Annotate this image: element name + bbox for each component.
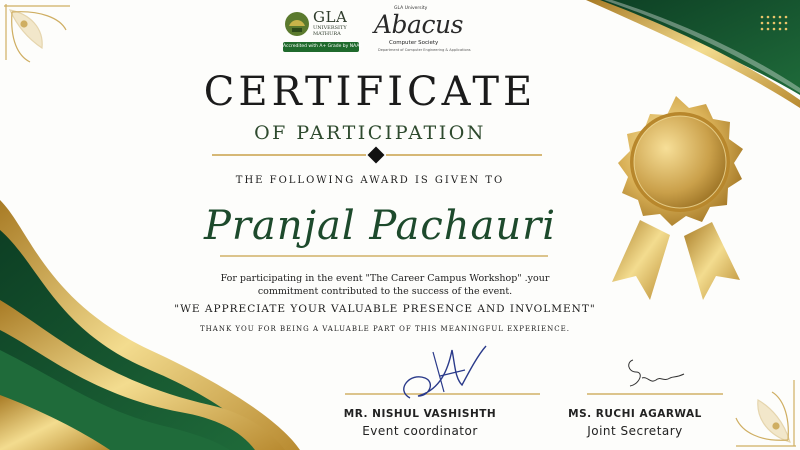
description bbox=[140, 272, 630, 298]
gla-city: MATHURA bbox=[313, 31, 341, 37]
description-line-1: For participating in the event "The Career Campus Workshop" .your bbox=[220, 273, 550, 284]
description-line-2: commitment contributed to the success of the event. bbox=[257, 286, 513, 297]
certificate-title: CERTIFICATE bbox=[203, 69, 537, 115]
abacus-logo bbox=[372, 6, 471, 58]
bottom-right-ornament bbox=[736, 380, 796, 446]
gla-emblem-icon bbox=[283, 10, 311, 40]
appreciation-quote: "WE APPRECIATE YOUR VALUABLE PRESENCE AND INVOLMENT" bbox=[174, 303, 596, 315]
abacus-university: GLA University bbox=[394, 6, 428, 11]
recipient-name: Pranjal Pachauri bbox=[203, 203, 557, 249]
thank-you-note: THANK YOU FOR BEING A VALUABLE PART OF THIS MEANINGFUL EXPERIENCE. bbox=[200, 325, 570, 333]
signatory-2-name: MS. RUCHI AGARWAL bbox=[568, 408, 702, 420]
abacus-wordmark: Abacus bbox=[374, 10, 463, 39]
naac-badge: Accredited with A+ Grade by NAAC bbox=[283, 42, 359, 52]
abacus-department: Department of Computer Engineering & Applications bbox=[378, 48, 471, 52]
signatory-1-name: MR. NISHUL VASHISHTH bbox=[343, 408, 497, 420]
gla-university-logo bbox=[283, 8, 361, 58]
top-left-ornament bbox=[4, 4, 70, 62]
award-given-to: THE FOLLOWING AWARD IS GIVEN TO bbox=[235, 175, 505, 186]
signatory-2-role: Joint Secretary bbox=[587, 424, 683, 438]
abacus-society: Computer Society bbox=[389, 40, 439, 46]
title-divider bbox=[212, 147, 542, 164]
gla-subtitle: UNIVERSITY bbox=[313, 25, 347, 31]
signature-2 bbox=[629, 360, 684, 386]
certificate-subtitle: OF PARTICIPATION bbox=[254, 122, 486, 144]
signature-1 bbox=[404, 346, 486, 398]
gla-name: GLA bbox=[313, 8, 348, 26]
gold-medal bbox=[612, 96, 743, 300]
signatory-1-role: Event coordinator bbox=[362, 424, 478, 438]
